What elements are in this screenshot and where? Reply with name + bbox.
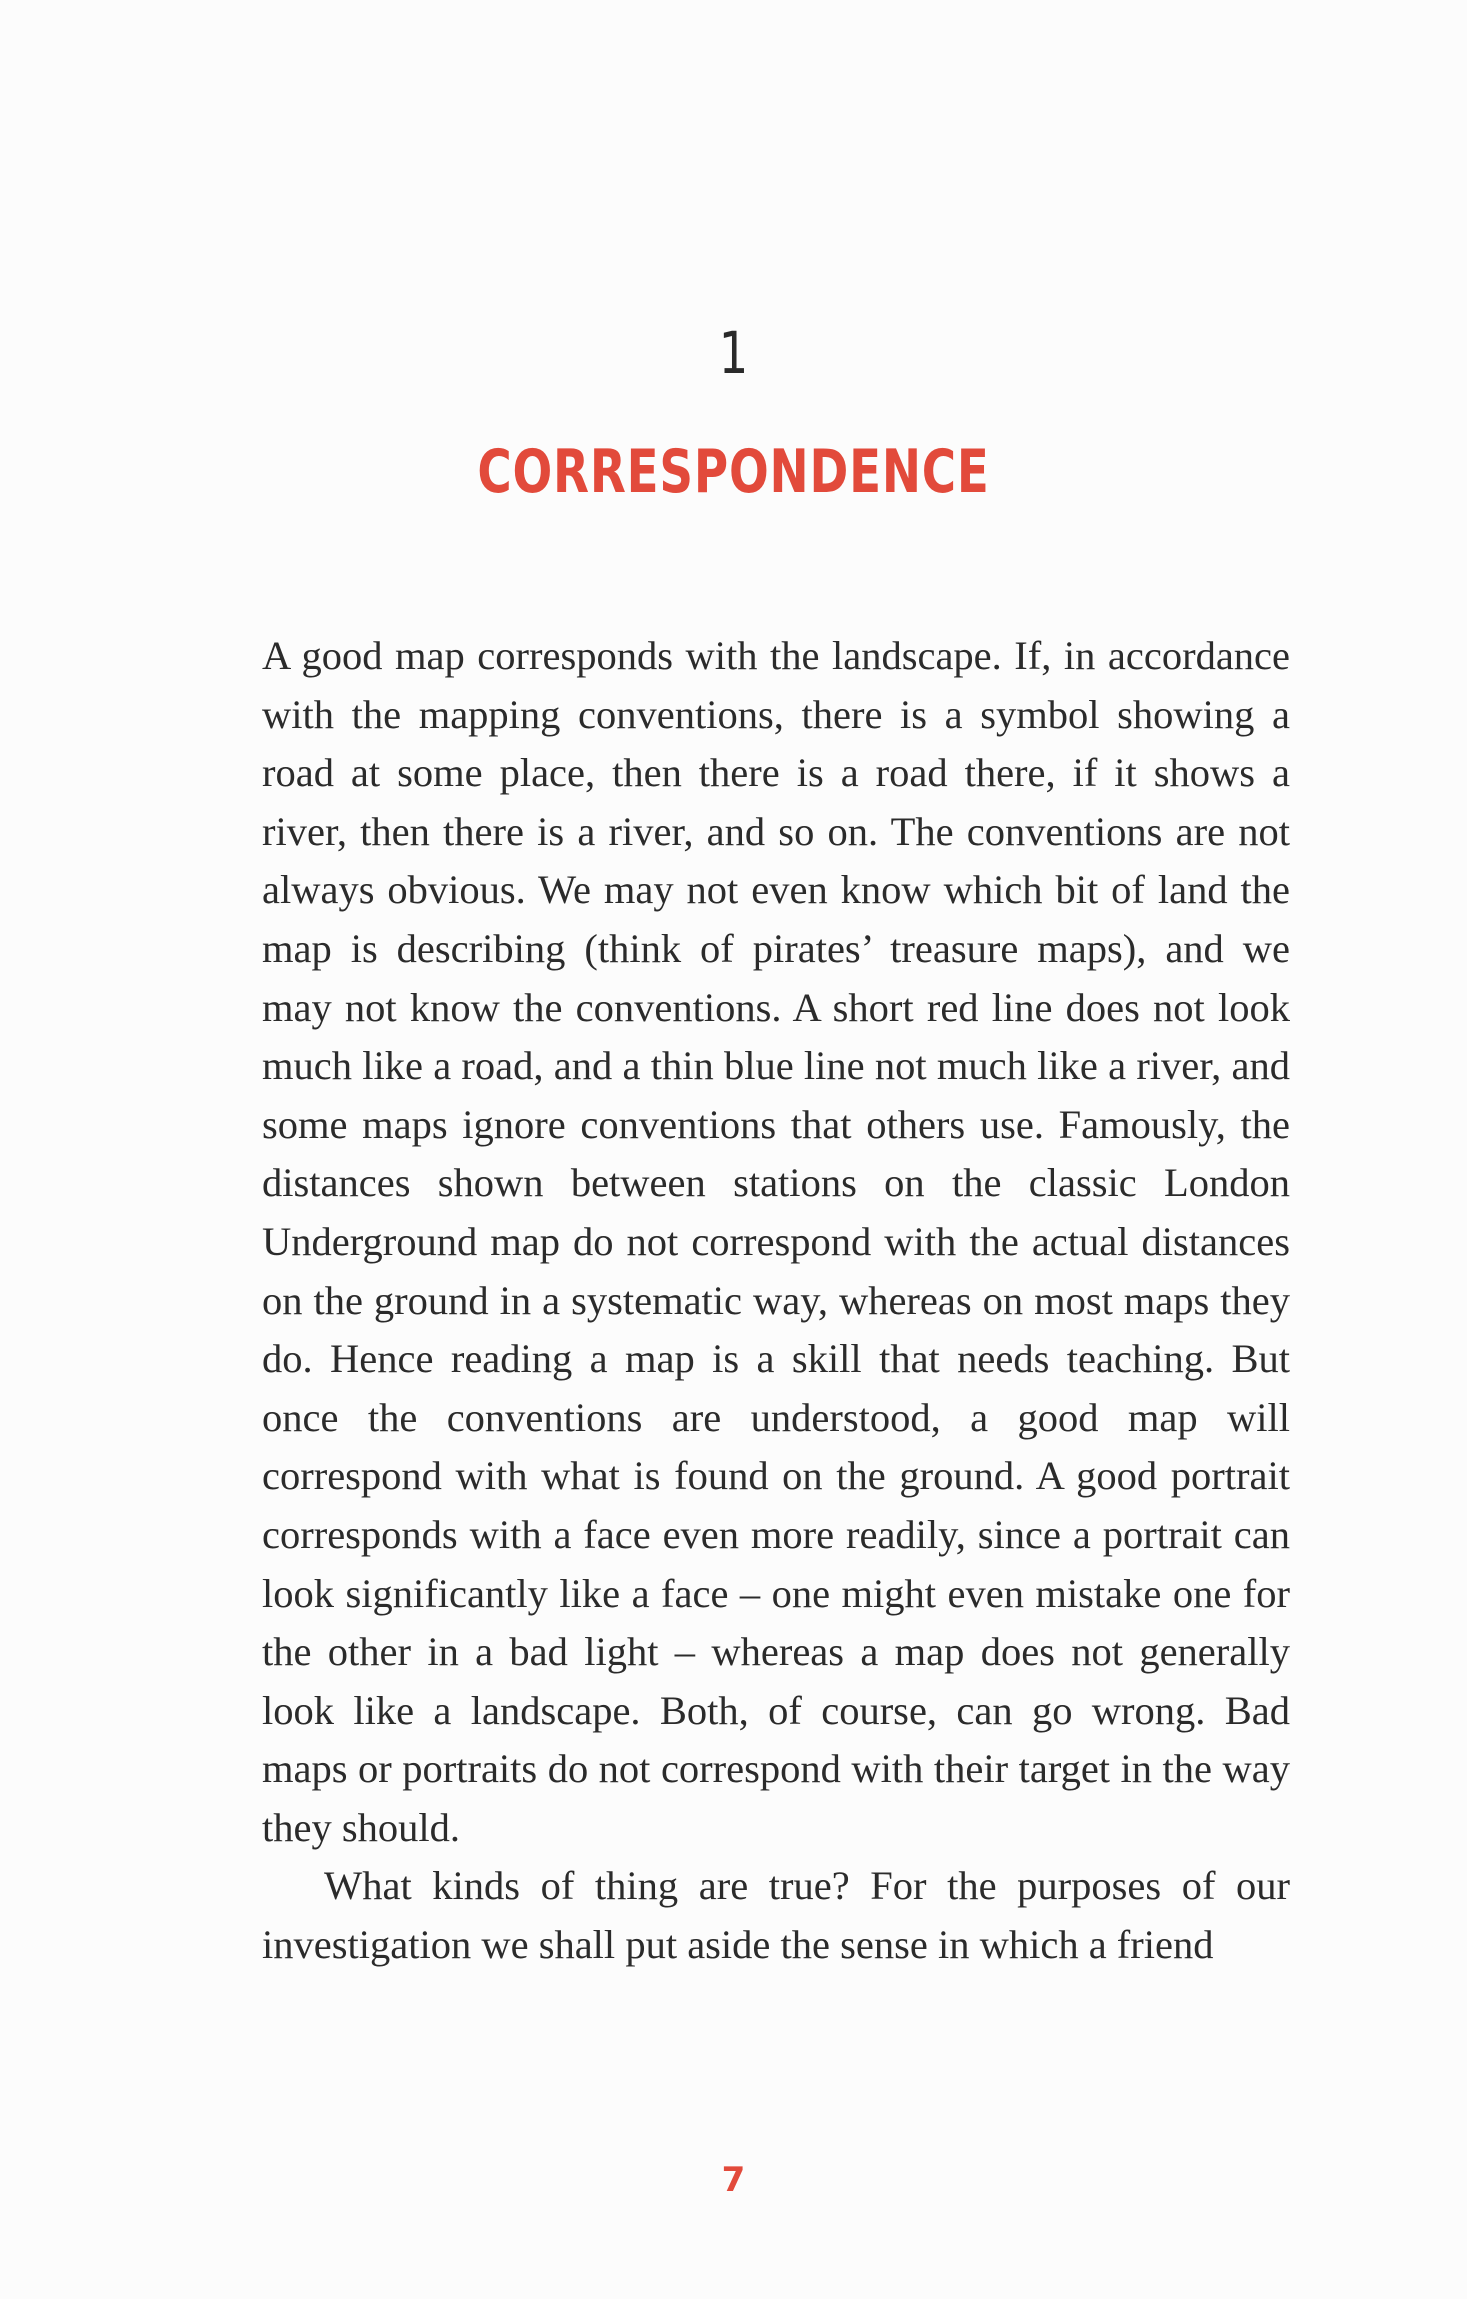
- chapter-title: CORRESPONDENCE: [477, 437, 990, 507]
- page-number: 7: [721, 2160, 746, 2200]
- paragraph: A good map corresponds with the landscape. If, in accordance with the mapping conventions, there is a symbol showing a road at some place, then there is a road there, if it shows a river, then there is a river, and so on. The conventions are not always obvious. We may not even know which bit of land the map is describing (think of pirates’ treasure maps), and we may not know the conventions. A short red line does not look much like a road, and a thin blue line not much like a river, and some maps ignore conventions that others use. Famously, the distances shown between stations on the classic London Underground map do not correspond with the actual distances on the ground in a systematic way, whereas on most maps they do. Hence reading a map is a skill that needs teaching. But once the conventions are understood, a good map will correspond with what is found on the ground. A good portrait corresponds with a face even more readily, since a portrait can look significantly like a face – one might even mistake one for the other in a bad light – whereas a map does not generally look like a landscape. Both, of course, can go wrong. Bad maps or portraits do not correspond with their target in the way they should.: [262, 633, 1290, 1850]
- body-text: [262, 627, 1290, 1975]
- paragraph: What kinds of thing are true? For the purposes of our investigation we shall put aside the sense in which a friend: [262, 1863, 1290, 1968]
- chapter-number: 1: [718, 319, 749, 387]
